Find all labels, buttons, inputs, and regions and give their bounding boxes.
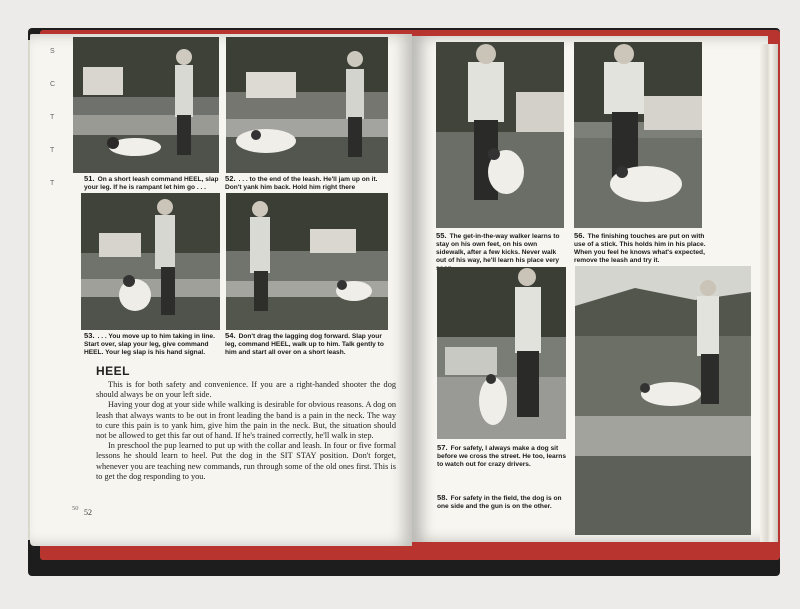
margin-letters bbox=[50, 48, 62, 213]
margin-letter: C bbox=[50, 81, 56, 88]
caption-number: 54. bbox=[225, 331, 236, 340]
paragraph: In preschool the pup learned to put up with the collar and leash. In four or five formal lessons he should learn to heel. Put the dog in the SIT STAY position. Don't forget, whenever you are teaching new commands, run through some of the old ones first. This is to get the dog responding to you. bbox=[96, 441, 396, 481]
caption-53 bbox=[84, 332, 222, 357]
photo-55 bbox=[436, 42, 564, 228]
caption-text: . . . to the end of the leash. He'll jam up on it. Don't yank him back. Hold him right there bbox=[225, 176, 378, 191]
page-number: 52 bbox=[84, 508, 92, 517]
caption-number: 55. bbox=[436, 231, 447, 240]
caption-51 bbox=[84, 175, 222, 192]
caption-text: For safety, I always make a dog sit before we cross the street. He too, learns to watch out for crazy drivers. bbox=[437, 445, 566, 468]
caption-text: The finishing touches are put on with use of a stick. This holds him in his place. When you feel he knows what's expected, remove the leash and try it. bbox=[574, 233, 706, 264]
margin-letter: S bbox=[50, 48, 55, 55]
paragraph: This is for both safety and convenience. If you are a right-handed shooter the dog should always be on your left side. bbox=[96, 380, 396, 400]
caption-number: 56. bbox=[574, 231, 585, 240]
margin-letter: T bbox=[50, 147, 55, 154]
body-text bbox=[96, 380, 396, 482]
caption-text: . . . You move up to him taking in line. Start over, slap your leg, give command HEEL. Your leg slap is his hand signal. bbox=[84, 333, 215, 356]
photo-57 bbox=[437, 267, 566, 439]
section-heading: HEEL bbox=[96, 364, 131, 378]
caption-text: The get-in-the-way walker learns to stay on his own feet, on his own sidewalk, after a few kicks. Never walk out of his way, he'll learn his place very bbox=[436, 233, 560, 264]
caption-number: 51. bbox=[84, 174, 95, 183]
photo-58 bbox=[575, 266, 751, 535]
caption-54 bbox=[225, 332, 389, 357]
caption-number: 57. bbox=[437, 443, 448, 452]
photo-52 bbox=[226, 37, 388, 173]
caption-text: For safety in the field, the dog is on one side and the gun is on the other. bbox=[437, 495, 562, 510]
caption-number: 52. bbox=[225, 174, 236, 183]
caption-text: Don't drag the lagging dog forward. Slap your leg, command HEEL, walk up to him. Talk gently to him and start all over on a short leash. bbox=[225, 333, 384, 356]
paragraph: Having your dog at your side while walking is desirable for obvious reasons. A dog on leash that always wants to be out in front leading the band is a pain in the neck. The way to cure this pain is to yank him, give him the pain in the neck. But, the situation should not be allowed to get this far out of hand. If he's trained correctly, he'll walk in step. bbox=[96, 400, 396, 441]
caption-number: 53. bbox=[84, 331, 95, 340]
photo-56 bbox=[574, 42, 702, 228]
photo-54 bbox=[226, 193, 388, 330]
caption-text: On a short leash command HEEL, slap your leg. If he is rampant let him go . . . bbox=[84, 176, 219, 191]
caption-number: 58. bbox=[437, 493, 448, 502]
caption-52 bbox=[225, 175, 389, 192]
photo-53 bbox=[81, 193, 220, 330]
margin-letter: T bbox=[50, 180, 55, 187]
caption-57 bbox=[437, 444, 569, 469]
right-page-edges bbox=[760, 44, 778, 542]
caption-58 bbox=[437, 494, 569, 511]
faint-page-number: 50 bbox=[72, 505, 79, 512]
caption-56 bbox=[574, 232, 708, 265]
margin-letter: T bbox=[50, 114, 55, 121]
photo-51 bbox=[73, 37, 219, 173]
